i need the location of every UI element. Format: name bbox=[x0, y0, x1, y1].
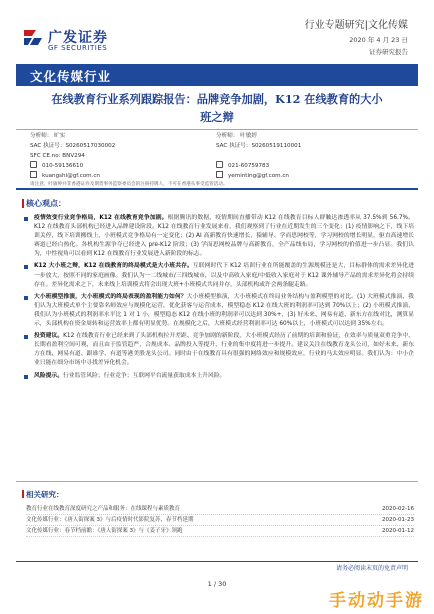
related-item[interactable] bbox=[26, 504, 414, 515]
brand-cn: 广发证券 bbox=[48, 30, 108, 46]
core-point-lead: K12 大小班之辩，K12 在线教育的终局模式是大小班共存。 bbox=[34, 263, 193, 270]
report-sub: 证券研究报告 bbox=[369, 48, 408, 56]
core-point bbox=[22, 293, 414, 329]
core-point-lead: 风险提示。 bbox=[34, 372, 63, 379]
brand-en: GF SECURITIES bbox=[48, 44, 108, 52]
core-point bbox=[22, 372, 414, 381]
core-point-lead: 疫情效变行业竞争格局，K12 在线教育竞争加剧。 bbox=[34, 215, 168, 221]
analyst-2-name: 叶敏婷 bbox=[240, 133, 257, 139]
report-title bbox=[16, 90, 418, 126]
bullet-icon bbox=[24, 375, 28, 379]
core-point-text: 互联网时代下 K12 培训行业在所能覆盖的生源规模还是大，目标群体的需求差异化进一步放大，按照不同的家庭画像。我们认为一二线城市/三四线城市，以及中高收入家庭/中低收入家庭对于 K12 课外辅导产品的需求差异化将会持续存在。差异化需求之下，未来线上培训模式将会出现大班+小班模式共同并存，头部机构或许会两条腿走路。 bbox=[34, 263, 414, 288]
phone-icon bbox=[30, 161, 37, 168]
analyst-1-email-row[interactable] bbox=[30, 171, 115, 181]
analyst-1-email[interactable]: kuangshi@gf.com.cn bbox=[42, 173, 100, 179]
analyst-1-sac: SAC 执证号：S0260517030002 bbox=[30, 143, 116, 149]
bullet-icon bbox=[24, 217, 28, 221]
analyst-2-phone-row bbox=[216, 161, 301, 171]
core-heading: 核心观点： bbox=[26, 199, 66, 208]
disclaimer-note: 请务必阅读末页的免责声明 bbox=[335, 565, 408, 572]
related-heading-marker bbox=[22, 490, 24, 498]
title-divider bbox=[16, 129, 418, 130]
analyst-1-phone: 010-59136610 bbox=[42, 163, 84, 169]
core-point-lead: 大小班模型推演，大小班模式的终局表现的盈利能力如何？ bbox=[34, 293, 187, 300]
analyst-disclaimer: 请注意，叶敏婷并非香港证券及期货事务监察委员会的注册持牌人，不可在香港从事受监管活动。 bbox=[30, 182, 228, 187]
related-heading: 相关研究： bbox=[26, 490, 64, 499]
related-list bbox=[26, 504, 414, 537]
core-point-lead: 投资建议。 bbox=[34, 333, 64, 340]
watermark: 手动动手游 bbox=[329, 591, 424, 611]
core-point-text: 大小班模型推演，大小班模式在终局业务结构与盈利模型的对比。(1) 大班模式推演，我们认为大班模式单个主要靠名师效应与规模化运营，优化获客与运营成本，模型稳态 K12 在线大班的利润率可达到 70%以上；(2) 小班模式推演，我们认为小班模式的利润率水平比 1 对 1 小，模型稳态 K12 在线小班的利润率可以达到 30%+，(3) 好未来、网易有道、新东方在线对比，测算显示，头部机构在资金周转和运营效率上都有明显优势。在规模化之后，大班模式经营利润率可达 60%以上，小班模式可以达到 35%左右。 bbox=[34, 293, 414, 328]
related-item[interactable] bbox=[26, 515, 414, 526]
analyst-divider bbox=[16, 188, 418, 190]
report-date: 2020 年 4 月 23 日 bbox=[349, 36, 408, 44]
core-heading-marker bbox=[22, 199, 24, 208]
analyst-1-name-row bbox=[30, 131, 115, 141]
gf-logo-icon bbox=[22, 26, 44, 48]
related-item-title[interactable]: 教育行业在线教育深度研究之产品和服务：在线课程与素质教育 bbox=[26, 506, 181, 512]
bullet-icon bbox=[24, 265, 28, 269]
footer-divider bbox=[16, 561, 418, 562]
mail-icon bbox=[216, 171, 223, 178]
analyst-2-email-row[interactable] bbox=[216, 171, 301, 181]
analyst-1-role: 分析师： bbox=[30, 133, 53, 139]
core-point-text: 行业监管风险；行业竞争；互联网平台流量获取成本上升风险。 bbox=[63, 372, 226, 379]
related-item-title[interactable]: 文化传媒行业：春节档前瞻：《唐人街探案 3》与《姜子牙》领跑 bbox=[26, 528, 183, 534]
analyst-2-email[interactable]: yeminting@gf.com.cn bbox=[228, 173, 289, 179]
related-divider bbox=[16, 481, 418, 482]
analyst-1 bbox=[30, 131, 115, 181]
report-title-line1: 在线教育行业系列跟踪报告：品牌竞争加剧，K12 在线教育的大小 bbox=[51, 92, 383, 106]
core-point-text: 根据腾讯的数据，疫情期间直播带动 K12 在线教育目标人群触达渗透率从 37.5%到 56.7%。K12 在线教育头部机构已经进入品牌建设阶段。K12 在线教育行业发展来看，我们观察到了行业在近期发生的三个变化：(1) 疫情影响之下，线下培训关停，线下培训搬线上，小班模式竞争格局有一定变化；(2) AI 高新教育快速增长，猿辅导、学而思网校等，学习网校的增长明显，驱直高速增长赛道已经白热化。各机构生源争夺已经进入 pre-K12 阶段；(3) 学而思网校品牌与高新教育，全产品线布局，学习网校的价值进一步凸显。我们认为，中性视角可以看到 K12 在线教育行业发展进入新阶段的标志。 bbox=[34, 215, 415, 258]
analyst-block bbox=[16, 131, 418, 179]
report-type: 行业专题研究|文化传媒 bbox=[304, 20, 408, 31]
analyst-2-sfc bbox=[216, 151, 301, 161]
analyst-1-sfc: SFC CE.no: BNV294 bbox=[30, 153, 85, 159]
page-number: 1 / 30 bbox=[207, 580, 227, 588]
core-point bbox=[22, 332, 414, 368]
bullet-icon bbox=[24, 296, 28, 300]
industry-name: 文化传媒行业 bbox=[30, 69, 112, 84]
gf-securities-logo bbox=[22, 26, 142, 54]
core-point bbox=[22, 262, 414, 289]
industry-band bbox=[16, 64, 418, 86]
analyst-1-name: 旷实 bbox=[54, 133, 66, 139]
analyst-2-name-row bbox=[216, 131, 301, 141]
related-item[interactable] bbox=[26, 526, 414, 537]
related-item-title[interactable]: 文化传媒行业：《唐人街探案 3》与后疫情时代影院复苏，春节档延期 bbox=[26, 517, 194, 523]
header-meta bbox=[305, 16, 408, 56]
analyst-2-role: 分析师： bbox=[216, 133, 239, 139]
core-points bbox=[22, 214, 414, 384]
analyst-2-sac: SAC 执证号：S0260519110001 bbox=[216, 143, 302, 149]
report-title-line2: 班之辩 bbox=[200, 110, 234, 124]
core-point-text: K12 在线教育行业已经来到了头部机构拉开差距、竞争加剧的新阶段，大小班模式经历了前期的培训和验证，在效率与质量双重竞争中，长期看盈利空间可观，而且由于监管趋严，合规成本、品牌投入等提升，行业的集中度将进一步提升。建议关注在线教育龙头公司，如好未来、新东方在线、网易有道、跟谁学、有道等港美股龙头公司。同时由于在线教育具有很强的网络效应和规模效应，行业的马太效应明显。我们认为：中小企业只能在细分市场中寻找差异化机会。 bbox=[34, 333, 414, 367]
related-item-date: 2020-02-16 bbox=[382, 506, 414, 512]
mail-icon bbox=[30, 171, 37, 178]
related-item-date: 2020-01-23 bbox=[382, 517, 414, 523]
bullet-icon bbox=[24, 335, 28, 339]
analyst-2 bbox=[216, 131, 301, 181]
analyst-1-phone-row bbox=[30, 161, 115, 171]
core-point bbox=[22, 214, 414, 259]
analyst-2-phone: 021-60759783 bbox=[228, 163, 270, 169]
related-item-date: 2020-01-12 bbox=[382, 528, 414, 534]
phone-icon bbox=[216, 161, 223, 168]
